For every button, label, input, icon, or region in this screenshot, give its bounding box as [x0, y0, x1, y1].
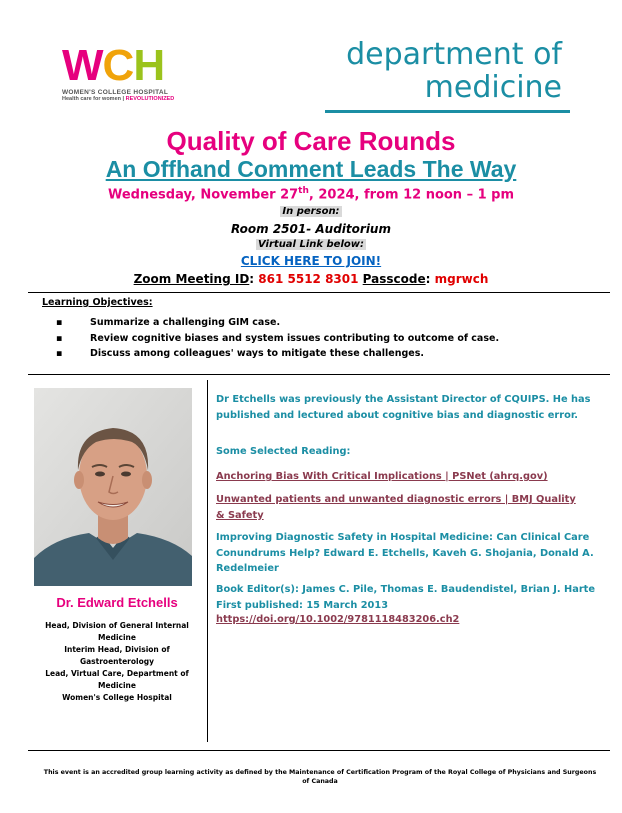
objectives-title: Learning Objectives:	[42, 297, 153, 308]
bullet-icon: ▪	[56, 317, 63, 328]
speaker-bio: Dr Etchells was previously the Assistant Director of CQUIPS. He has published and lectured about cognitive bias and diagnostic error.	[216, 394, 591, 421]
speaker-role: Head, Division of General Internal Medicine	[45, 621, 189, 642]
department-underline	[325, 110, 570, 113]
zoom-info: Zoom Meeting ID: 861 5512 8301 Passcode: mgrwch	[133, 272, 489, 286]
reading-link-1-wrap	[216, 469, 598, 485]
department-line2: medicine	[424, 70, 562, 105]
speaker-role: Interim Head, Division of Gastroenterology	[64, 645, 170, 666]
department-line1: department of	[346, 37, 562, 72]
reading-doi-link[interactable]: https://doi.org/10.1002/9781118483206.ch2	[216, 614, 460, 625]
objective-item: ▪ Summarize a challenging GIM case.	[56, 317, 281, 328]
divider-top	[28, 292, 610, 293]
reading-book: Book Editor(s): James C. Pile, Thomas E. Baudendistel, Brian J. Harte First published: 15 March 2013	[216, 584, 596, 611]
speaker-roles	[28, 620, 206, 704]
divider-mid	[28, 374, 610, 375]
event-subtitle: An Offhand Comment Leads The Way	[105, 156, 517, 182]
speaker-role: Lead, Virtual Care, Department of Medicine	[45, 669, 189, 690]
join-link[interactable]: CLICK HERE TO JOIN!	[240, 254, 382, 268]
objective-item: ▪ Review cognitive biases and system issues contributing to outcome of case.	[56, 332, 500, 344]
reading-doi-wrap	[216, 612, 598, 628]
virtual-link-label: Virtual Link below:	[257, 239, 364, 250]
wch-logo-name: WOMEN'S COLLEGE HOSPITAL	[62, 89, 169, 96]
in-person-label: In person:	[282, 206, 340, 217]
reading-paper: Improving Diagnostic Safety in Hospital Medicine: Can Clinical Care Conundrums Help? Edward E. Etchells, Kaveh G. Shojania, Donald A. Redelmeier	[216, 532, 594, 574]
event-room: Room 2501- Auditorium	[231, 222, 391, 236]
speaker-portrait-icon	[34, 388, 192, 586]
zoom-passcode: mgrwch	[434, 272, 489, 286]
objective-item: ▪ Discuss among colleagues' ways to mitigate these challenges.	[56, 348, 424, 359]
wch-logo-tagline: Health care for women | REVOLUTIONIZED	[62, 96, 175, 102]
bullet-icon: ▪	[56, 332, 63, 344]
accreditation-footer: This event is an accredited group learning activity as defined by the Maintenance of Certification Program of the Royal College of Physicians and Surgeons of Canada	[43, 769, 597, 785]
reading-link-2-wrap	[216, 492, 576, 523]
speaker-photo	[34, 388, 192, 586]
speaker-role: Women's College Hospital	[62, 693, 172, 702]
event-title: Quality of Care Rounds	[166, 126, 456, 156]
divider-bottom	[28, 750, 610, 751]
column-divider	[207, 380, 208, 742]
event-date: Wednesday, November 27th, 2024, from 12 noon – 1 pm	[107, 186, 515, 203]
reading-link-1[interactable]: Anchoring Bias With Critical Implications | PSNet (ahrq.gov)	[216, 471, 548, 482]
bullet-icon: ▪	[56, 348, 63, 359]
department-logo	[346, 38, 562, 104]
wch-logo	[62, 41, 192, 104]
wch-logo-letters: WCH	[62, 41, 165, 90]
objectives-list	[56, 317, 499, 364]
reading-heading: Some Selected Reading:	[216, 446, 351, 457]
reading-link-2[interactable]: Unwanted patients and unwanted diagnostic errors | BMJ Quality & Safety	[216, 494, 576, 521]
zoom-id: 861 5512 8301	[258, 272, 359, 286]
speaker-name: Dr. Edward Etchells	[56, 595, 178, 610]
